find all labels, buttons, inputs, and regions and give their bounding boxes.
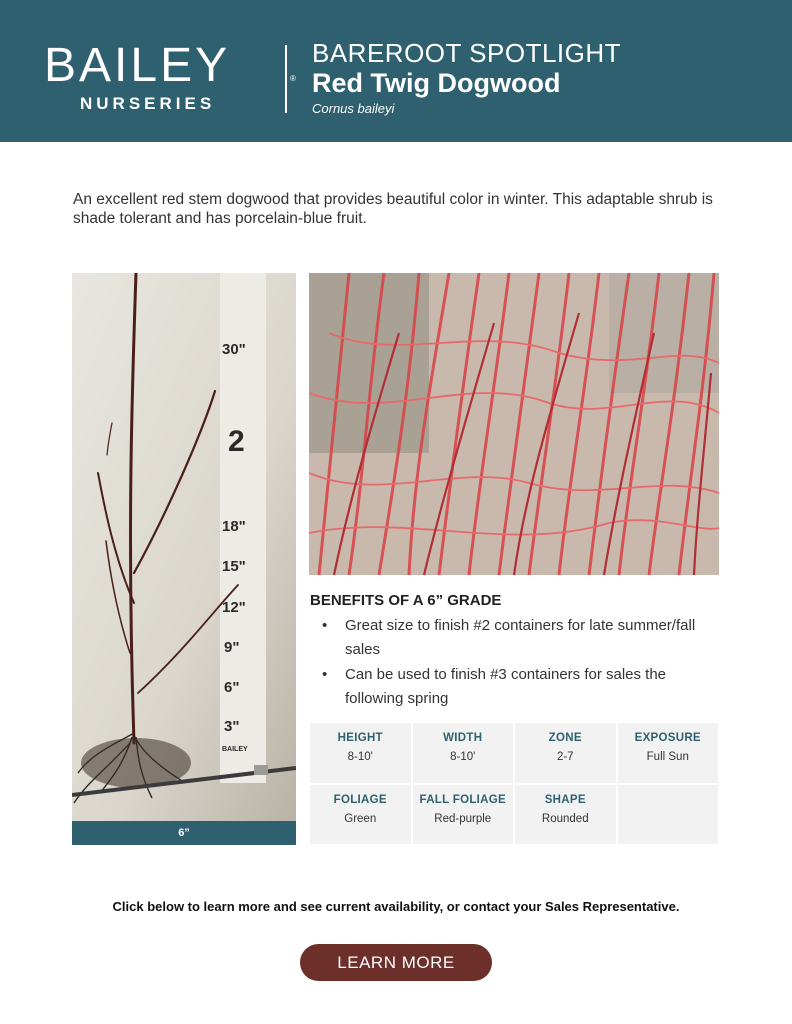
logo-subtitle: NURSERIES — [80, 94, 216, 113]
ruler-mark-3: 3" — [224, 718, 240, 735]
spec-width — [413, 723, 514, 783]
spec-value: 2-7 — [556, 751, 574, 763]
plant-latin-name: Cornus baileyi — [312, 101, 395, 116]
spec-fall-foliage — [413, 785, 514, 845]
bailey-nurseries-logo[interactable] — [44, 39, 296, 120]
spec-value: Red-purple — [434, 812, 492, 825]
header-banner — [0, 0, 792, 142]
benefits-heading: BENEFITS OF A 6” GRADE — [310, 592, 502, 609]
logo-wordmark: BAILEY — [44, 39, 231, 92]
spec-label: FOLIAGE — [333, 793, 387, 806]
spec-label: HEIGHT — [337, 732, 383, 744]
red-twig-dogwood-photo — [309, 273, 719, 575]
ruler-mark-18: 18" — [222, 518, 246, 535]
spec-height — [310, 723, 411, 783]
plant-description: An excellent red stem dogwood that provides beautiful color in winter. This adaptable shrub is shade tolerant and has porcelain-blue fruit. — [73, 191, 713, 227]
cta-message: Click below to learn more and see current availability, or contact your Sales Representative. — [112, 899, 680, 914]
spec-shape — [515, 785, 616, 845]
plant-title: Red Twig Dogwood — [312, 68, 561, 98]
spec-label: FALL FOLIAGE — [419, 793, 506, 806]
logo-registered-mark: ® — [290, 74, 296, 83]
spec-zone — [515, 723, 616, 783]
spec-label: WIDTH — [443, 732, 483, 744]
plant-specs-grid — [310, 723, 718, 844]
ruler-mark-6: 6" — [224, 679, 240, 696]
ruler-mark-30: 30" — [222, 341, 246, 358]
ruler-mark-2ft: 2 — [228, 425, 245, 458]
spec-value: 8-10' — [450, 751, 476, 763]
bareroot-plant-photo — [72, 273, 296, 821]
spec-foliage — [310, 785, 411, 845]
ruler-mark-9: 9" — [224, 639, 240, 656]
spec-value: Green — [344, 812, 377, 825]
ruler-mark-15: 15" — [222, 558, 246, 575]
ruler-mark-12: 12" — [222, 599, 246, 616]
spec-exposure — [618, 723, 719, 783]
grade-size-label: 6” — [72, 821, 296, 845]
benefits-list — [320, 614, 720, 712]
spec-value: 8-10' — [347, 751, 373, 763]
benefit-item: • Can be used to finish #3 containers for sales the following spring — [320, 663, 720, 711]
spec-value: Rounded — [541, 812, 589, 825]
spec-value: Full Sun — [646, 751, 689, 763]
spec-label: EXPOSURE — [634, 732, 701, 744]
spec-label: ZONE — [548, 732, 582, 744]
spotlight-kicker: BAREROOT SPOTLIGHT — [312, 38, 622, 68]
benefit-item: • Great size to finish #2 containers for late summer/fall sales — [320, 614, 720, 662]
spec-label: SHAPE — [544, 793, 586, 806]
ruler-brand: BAILEY — [222, 746, 248, 753]
header-divider — [285, 45, 287, 113]
spec-empty-cell — [618, 785, 719, 845]
learn-more-button[interactable]: LEARN MORE — [300, 944, 492, 981]
